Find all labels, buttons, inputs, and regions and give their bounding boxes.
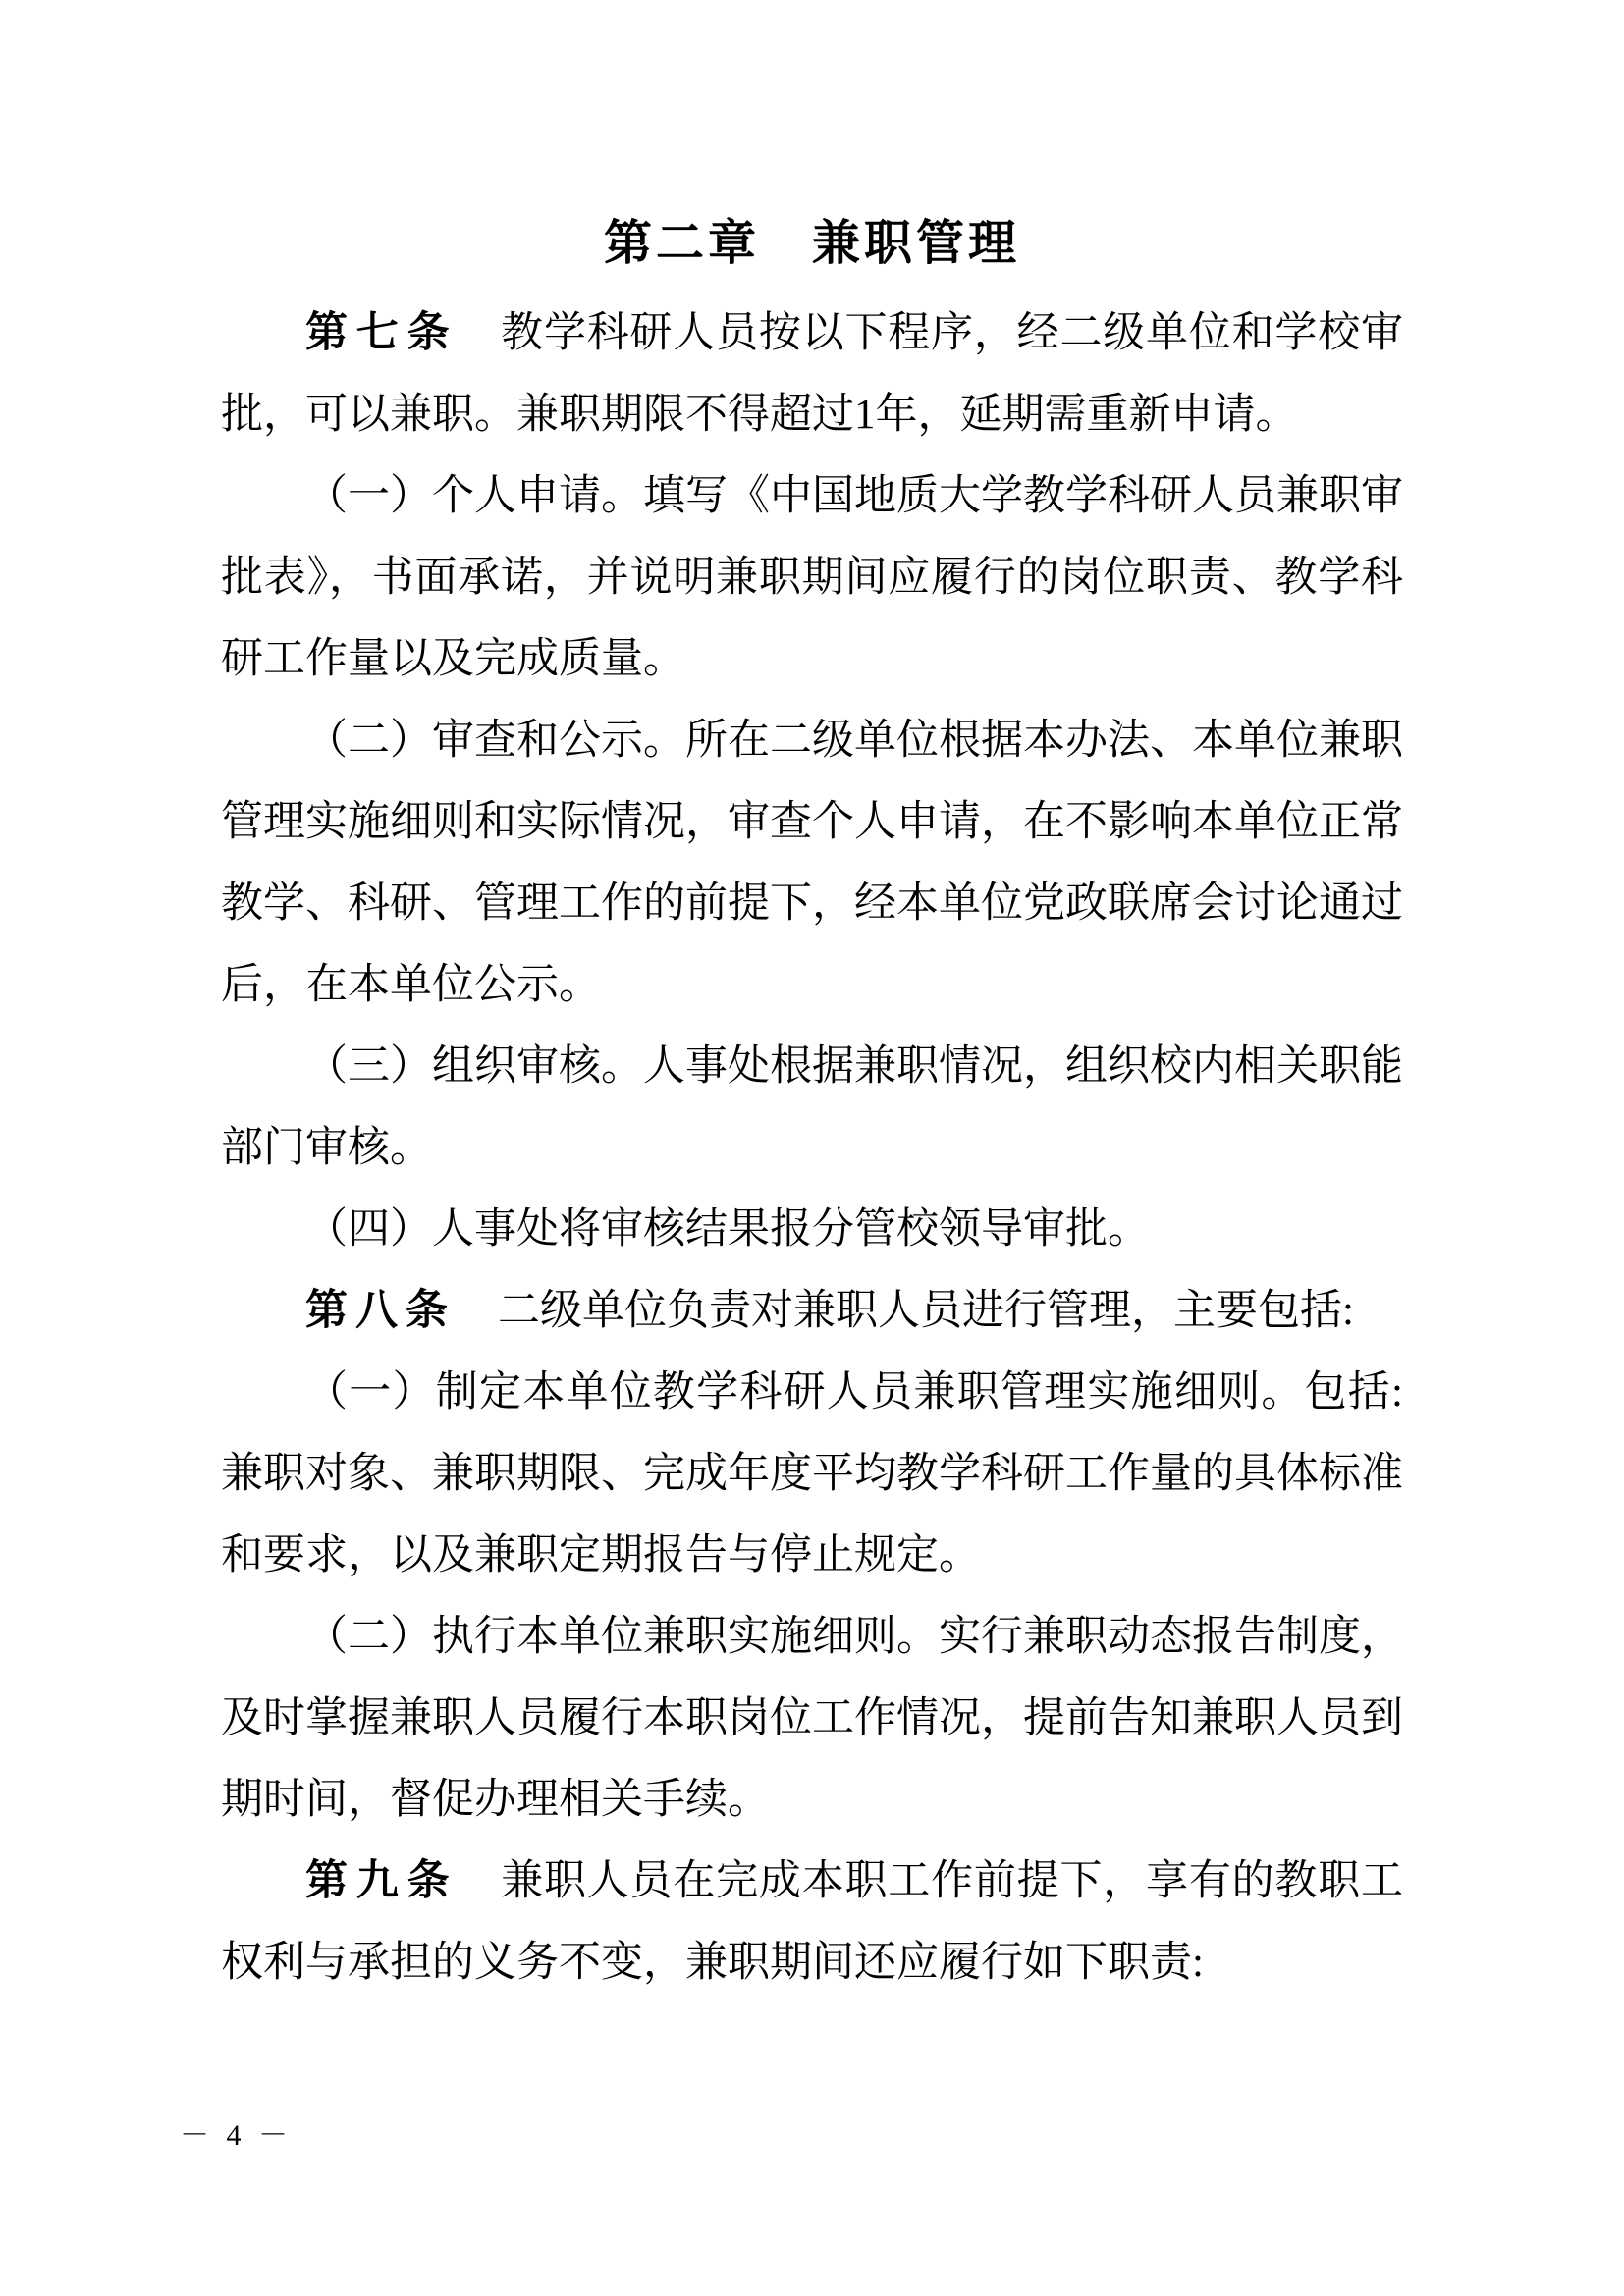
document-body (221, 293, 1403, 2003)
article-number: 第七条 (305, 310, 459, 356)
paragraph-text: （一）个人申请。填写《中国地质大学教学科研人员兼职审批表》，书面承诺，并说明兼职期间应履行的岗位职责、教学科研工作量以及完成质量。 (221, 473, 1403, 682)
paragraph (221, 1596, 1403, 1841)
paragraph (221, 1189, 1403, 1270)
paragraph-text: （二）执行本单位兼职实施细则。实行兼职动态报告制度，及时掌握兼职人员履行本职岗位工作情况，提前告知兼职人员到期时间，督促办理相关手续。 (221, 1614, 1403, 1823)
article-number: 第九条 (305, 1858, 459, 1904)
page-number: － 4 － (180, 2119, 293, 2152)
paragraph-text: （一）制定本单位教学科研人员兼职管理实施细则。包括:兼职对象、兼职期限、完成年度平均教学科研工作量的具体标准和要求，以及兼职定期报告与停止规定。 (221, 1369, 1403, 1578)
paragraph (221, 700, 1403, 1026)
paragraph (221, 1352, 1403, 1596)
paragraph (221, 1026, 1403, 1189)
chapter-title: 第二章 兼职管理 (603, 217, 1020, 270)
paragraph-text: （四）人事处将审核结果报分管校领导审批。 (305, 1206, 1150, 1253)
article-number: 第八条 (305, 1288, 456, 1334)
paragraph-text: （三）组织审核。人事处根据兼职情况，组织校内相关职能部门审核。 (221, 1043, 1403, 1171)
paragraph-text: 教学科研人员按以下程序，经二级单位和学校审批，可以兼职。兼职期限不得超过1年，延期需重新申请。 (221, 310, 1403, 438)
paragraph (221, 293, 1403, 455)
paragraph-text: （二）审查和公示。所在二级单位根据本办法、本单位兼职管理实施细则和实际情况，审查个人申请，在不影响本单位正常教学、科研、管理工作的前提下，经本单位党政联席会讨论通过后，在本单位公示。 (221, 718, 1403, 1008)
paragraph (221, 455, 1403, 700)
paragraph (221, 1270, 1403, 1352)
paragraph (221, 1841, 1403, 2003)
paragraph-text: 兼职人员在完成本职工作前提下，享有的教职工权利与承担的义务不变，兼职期间还应履行如下职责: (221, 1858, 1403, 1986)
paragraph-text: 二级单位负责对兼职人员进行管理，主要包括: (456, 1288, 1354, 1334)
